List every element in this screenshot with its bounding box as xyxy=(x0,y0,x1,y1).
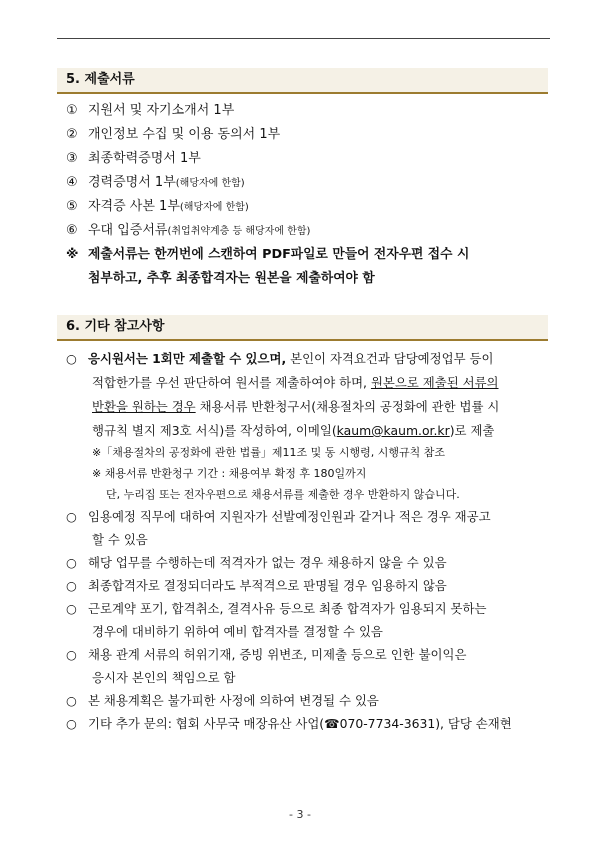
paragraph-1: ○ 응시원서는 1회만 제출할 수 있으며, 본인이 자격요건과 담당예정업무 등이 xyxy=(66,351,494,366)
list-item: ① 지원서 및 자기소개서 1부 xyxy=(66,103,235,118)
list-item: ④ 경력증명서 1부(해당자에 한함) xyxy=(66,175,245,190)
email-link[interactable]: kaum@kaum.or.kr xyxy=(336,423,450,438)
list-item: ⑥ 우대 입증서류(취업취약계층 등 해당자에 한함) xyxy=(66,223,311,238)
list-item: ⑤ 자격증 사본 1부(해당자에 한함) xyxy=(66,199,249,214)
remark: ※ 제출서류는 한꺼번에 스캔하여 PDF파일로 만들어 전자우편 접수 시 xyxy=(66,247,470,262)
section-5-title: 5. 제출서류 xyxy=(66,72,135,87)
section-5-header xyxy=(57,68,548,94)
list-item: ③ 최종학력증명서 1부 xyxy=(66,151,201,166)
paragraph-6: ○ 채용 관계 서류의 허위기재, 증빙 위변조, 미제출 등으로 인한 불이익은 xyxy=(66,647,467,662)
paragraph-2-line-2: 할 수 있음 xyxy=(92,532,148,547)
remark-continued: 첨부하고, 추후 최종합격자는 원본을 제출하여야 함 xyxy=(88,271,375,286)
paragraph-4: ○ 최종합격자로 결정되더라도 부적격으로 판명될 경우 임용하지 않음 xyxy=(66,578,447,593)
paragraph-8: ○ 기타 추가 문의: 협회 사무국 매장유산 사업(☎070-7734-3631), 담당 손재현 xyxy=(66,716,512,731)
note-law: ※「채용절차의 공정화에 관한 법률」제11조 및 동 시행령, 시행규칙 참조 xyxy=(92,446,445,459)
section-6-header xyxy=(57,315,548,341)
paragraph-6-line-2: 응시자 본인의 책임으로 함 xyxy=(92,670,236,685)
paragraph-1-line-4: 행규칙 별지 제3호 서식)를 작성하여, 이메일(kaum@kaum.or.kr)로 제출 xyxy=(92,423,495,438)
paragraph-3: ○ 해당 업무를 수행하는데 적격자가 없는 경우 채용하지 않을 수 있음 xyxy=(66,555,447,570)
note-exception: 단, 누리집 또는 전자우편으로 채용서류를 제출한 경우 반환하지 않습니다. xyxy=(106,488,460,501)
paragraph-7: ○ 본 채용계획은 불가피한 사정에 의하여 변경될 수 있음 xyxy=(66,693,379,708)
paragraph-5-line-2: 경우에 대비하기 위하여 예비 합격자를 결정할 수 있음 xyxy=(92,624,383,639)
paragraph-1-line-2: 적합한가를 우선 판단하여 원서를 제출하여야 하며, 원본으로 제출된 서류의 xyxy=(92,375,499,390)
paragraph-2: ○ 임용예정 직무에 대하여 지원자가 선발예정인원과 같거나 적은 경우 재공고 xyxy=(66,509,491,524)
list-item: ② 개인정보 수집 및 이용 동의서 1부 xyxy=(66,127,281,142)
top-rule xyxy=(57,38,550,39)
section-6-title: 6. 기타 참고사항 xyxy=(66,319,165,334)
paragraph-5: ○ 근로계약 포기, 합격취소, 결격사유 등으로 최종 합격자가 임용되지 못하는 xyxy=(66,601,487,616)
note-period: ※ 채용서류 반환청구 기간 : 채용여부 확정 후 180일까지 xyxy=(92,467,367,480)
phone-icon: ☎ xyxy=(324,716,340,731)
paragraph-1-line-3: 반환을 원하는 경우 채용서류 반환청구서(채용절차의 공정화에 관한 법률 시 xyxy=(92,399,500,414)
page-number: - 3 - xyxy=(289,808,311,821)
